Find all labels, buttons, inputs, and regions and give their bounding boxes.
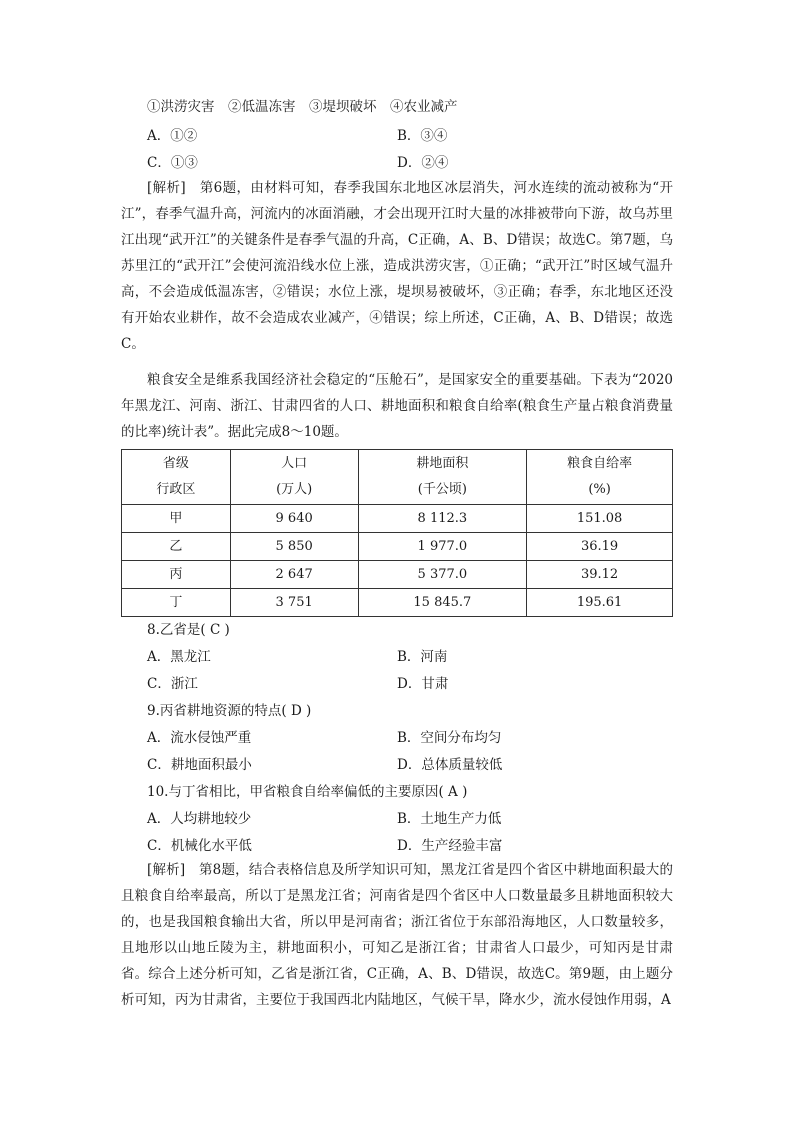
q8-option-a: A．黑龙江 <box>147 649 211 665</box>
q8-stem: 8.乙省是( C ) <box>147 622 230 638</box>
cell-population: 2 647 <box>230 561 358 589</box>
q9-stem: 9.丙省耕地资源的特点( D ) <box>147 703 312 719</box>
cell-farmland: 5 377.0 <box>358 561 527 589</box>
q9-option-b: B．空间分布均匀 <box>397 730 502 746</box>
header-province: 省级 行政区 <box>122 450 231 505</box>
cell-self-sufficiency: 195.61 <box>527 589 673 617</box>
q7-option-c: C．①③ <box>147 155 198 171</box>
cell-population: 9 640 <box>230 505 358 533</box>
cell-population: 3 751 <box>230 589 358 617</box>
cell-province: 丁 <box>122 589 231 617</box>
q7-items: ①洪涝灾害 ②低温冻害 ③堤坝破坏 ④农业减产 <box>147 99 458 115</box>
cell-population: 5 850 <box>230 533 358 561</box>
q9-option-a: A．流水侵蚀严重 <box>147 730 252 746</box>
table-row <box>122 505 673 533</box>
q8-option-c: C．浙江 <box>147 676 198 692</box>
q10-option-c: C．机械化水平低 <box>147 838 252 854</box>
table-header-row <box>122 450 673 505</box>
cell-farmland: 8 112.3 <box>358 505 527 533</box>
cell-self-sufficiency: 151.08 <box>527 505 673 533</box>
table-row <box>122 589 673 617</box>
cell-self-sufficiency: 36.19 <box>527 533 673 561</box>
cell-self-sufficiency: 39.12 <box>527 561 673 589</box>
cell-province: 丙 <box>122 561 231 589</box>
cell-farmland: 15 845.7 <box>358 589 527 617</box>
intro-paragraph: 粮食安全是维系我国经济社会稳定的“压舱石”，是国家安全的重要基础。下表为“2020年黑龙江、河南、浙江、甘肃四省的人口、耕地面积和粮食自给率(粮食生产量占粮食消费量的比率)统计表”。据此完成8～10题。 <box>121 372 673 440</box>
q8-option-b: B．河南 <box>397 649 448 665</box>
analysis-q8-q10: [解析] 第8题，结合表格信息及所学知识可知，黑龙江省是四个省区中耕地面积最大的且粮食自给率最高，所以丁是黑龙江省；河南省是四个省区中人口数量最多且耕地面积较大的，也是我国粮食输出大省，所以甲是河南省；浙江省位于东部沿海地区，人口数量较多，且地形以山地丘陵为主，耕地面积小，可知乙是浙江省；甘肃省人口最少，可知丙是甘肃省。综合上述分析可知，乙省是浙江省，C正确，A、B、D错误，故选C。第9题，由上题分析可知，丙为甘肃省，主要位于我国西北内陆地区，气候干旱，降水少，流水侵蚀作用弱，A <box>121 862 673 1008</box>
analysis-q6-q7: [解析] 第6题，由材料可知，春季我国东北地区冰层消失，河水连续的流动被称为“开江”，春季气温升高，河流内的冰面消融，才会出现开江时大量的冰排被带向下游，故乌苏里江出现“武开江”的关键条件是春季气温的升高，C正确，A、B、D错误；故选C。第7题，乌苏里江的“武开江”会使河流沿线水位上涨，造成洪涝灾害，①正确；“武开江”时区域气温升高，不会造成低温冻害，②错误；水位上涨，堤坝易被破坏，③正确；春季，东北地区还没有开始农业耕作，故不会造成农业减产，④错误；综上所述，C正确，A、B、D错误；故选C。 <box>121 180 673 352</box>
cell-province: 乙 <box>122 533 231 561</box>
q7-option-b: B．③④ <box>397 128 448 144</box>
q10-option-a: A．人均耕地较少 <box>147 811 252 827</box>
q7-option-a: A．①② <box>147 128 198 144</box>
header-population: 人口 (万人) <box>230 450 358 505</box>
cell-farmland: 1 977.0 <box>358 533 527 561</box>
header-self-sufficiency: 粮食自给率 (%) <box>527 450 673 505</box>
cell-province: 甲 <box>122 505 231 533</box>
q10-option-b: B．土地生产力低 <box>397 811 502 827</box>
q10-stem: 10.与丁省相比，甲省粮食自给率偏低的主要原因( A ) <box>147 784 468 800</box>
q9-option-c: C．耕地面积最小 <box>147 757 252 773</box>
statistics-table <box>121 449 673 617</box>
table-row <box>122 561 673 589</box>
table-row <box>122 533 673 561</box>
q7-option-d: D．②④ <box>397 155 449 171</box>
q8-option-d: D．甘肃 <box>397 676 449 692</box>
header-farmland: 耕地面积 (千公顷) <box>358 450 527 505</box>
q9-option-d: D．总体质量较低 <box>397 757 503 773</box>
q10-option-d: D．生产经验丰富 <box>397 838 503 854</box>
